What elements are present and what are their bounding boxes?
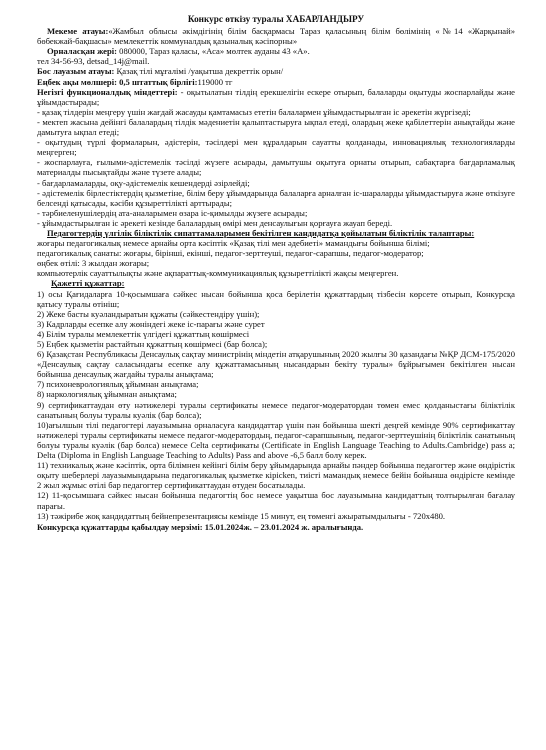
organization-address-label: Орналасқан жері:: [47, 46, 118, 57]
vacancy-title-label: Бос лауазым атауы:: [37, 66, 115, 77]
vacancy-salary-value: 119000 тг: [197, 76, 233, 87]
requirement-item: өңбек өтілі: 3 жылдан жоғары;: [37, 258, 150, 269]
vacancy-salary: [37, 77, 515, 87]
requirement-item: педагогикалық санаты: жоғары, бірінші, екінші, педагог-зерттеуші, педагог-сарапшы, педагог-модератор;: [37, 248, 424, 259]
organization-address-value: 080000, Тараз қаласы, «Аса» мөлтек ауданы 43 «А».: [117, 46, 310, 57]
duties-lead: - оқытылатын тілдің ерекшелігін ескере отырып, балаларды оқытуды жоспарлайды және ұйымдастырады;: [37, 86, 515, 107]
document-item: 9) сертификаттаудан өту нәтижелері туралы сертификаты немесе педагог-модератордан төмен емес қолданыстағы біліктілік санатының болуы туралы куәлік (бар болса);: [37, 399, 515, 420]
vacancy-title-value: Қазақ тілі мұғалімі /уақытша декреттік орын/: [114, 66, 284, 77]
organization-name: [37, 26, 515, 46]
document-item: 6) Қазақстан Республикасы Денсаулық сақтау министрінің міндетін атқарушының 2020 жылғы 30 қазандағы №ҚР ДСМ-175/2020 «Денсаулық сақтау саласындағы есепке алу құжаттамасының нысандарын бекіту туралы» бұйрығымен бекітілген нысан бойынша денсаулық жағдайы туралы анықтама;: [37, 349, 515, 380]
duty-item: - ұйымдастырылған іс әрекеті кезінде балалардың өмірі мен денсаулығын қорғауға жауап береді.: [37, 217, 393, 228]
document-item: 4) Білім туралы мемлекеттік үлгідегі құжаттың көшірмесі: [37, 328, 250, 339]
requirements-heading: Педагогтердің үлгілік біліктілік сипаттамаларымен бекітілген кандидатқа қойылатын біліктілік талаптары:: [47, 227, 475, 238]
organization-name-value: «Жамбыл облысы әкімдігінің білім басқармасы Тараз қаласының білім бөлімінің «№14 «Жарқынай» бөбекжай-бақшасы» мемлекеттік коммуналдық қазыналық кәсіпорны»: [37, 26, 516, 47]
document-item: 5) Еңбек қызметін растайтын құжаттың көшірмесі (бар болса);: [37, 339, 268, 349]
document-item: 1) осы Қағидаларға 10-қосымшаға сәйкес нысан бойынша қоса берілетін құжаттардың тізбесін көрсете отырып, Конкурсқа қатысу туралы өтініш;: [37, 288, 515, 309]
submission-deadline: Конкурсқа құжаттарды қабылдау мерзімі: 15.01.2024ж. – 23.01.2024 ж. аралығында.: [37, 521, 364, 532]
requirement-item: компьютерлік сауаттылықты және ақпараттық-коммуникациялық құзыреттілікті жақсы меңгерген.: [37, 268, 399, 279]
requirements-list: [37, 238, 515, 278]
duty-item: - тәрбиеленушілердің ата-аналарымен өзара іс-қимылды жүзеге асырады;: [37, 207, 308, 218]
organization-name-label: Мекеме атауы:: [47, 26, 109, 37]
duty-item: - бағдарламаларды, оқу-әдістемелік кешендерді әзірлейді;: [37, 177, 250, 188]
duties-list: [37, 107, 515, 228]
organization-contacts: тел 34-56-93, detsad_14j@mail.: [37, 56, 150, 67]
document-item: 7) психоневрологиялық ұйымнан анықтама;: [37, 379, 199, 390]
document-page: [37, 14, 515, 532]
document-item: 13) тәжірибе жоқ кандидаттың бейнепрезентациясы кемінде 15 минут, ең төменгі ажыратымдылығы - 720х480.: [37, 510, 446, 521]
documents-list: [37, 289, 515, 521]
duty-item: - оқытудың түрлі формаларын, әдістерін, тәсілдері мен құралдарын сауатты қолданады, инновациялық технологияларды меңгерген;: [37, 137, 515, 158]
organization-address: [37, 46, 515, 56]
vacancy-title: [37, 66, 515, 76]
requirement-item: жоғары педагогикалық немесе арнайы орта кәсіптік «Қазақ тілі мен әдебиеті» мамандығы бойынша білімі;: [37, 238, 430, 249]
duties-label: Негізгі функционалдық міндеттері:: [37, 86, 178, 97]
document-item: 8) наркологиялық ұйымнан анықтама;: [37, 389, 177, 400]
document-item: 12) 11-қосымшаға сәйкес нысан бойынша педагогтің бос немесе уақытша бос лауазымына кандидаттың толтырылған бағалау парағы.: [37, 490, 515, 511]
document-title: Конкурс өткізу туралы ХАБАРЛАНДЫРУ: [187, 14, 365, 24]
duties-intro: [37, 87, 515, 107]
vacancy-salary-label: Еңбек ақы мөлшері: 0,5 штаттық бірлігі:: [37, 76, 198, 87]
duty-item: - қазақ тілдерін меңгеру үшін жағдай жасауды қамтамасыз ететін балалармен ұйымдастырылған іс әрекетін жүргізеді;: [37, 106, 471, 117]
duty-item: - жоспарлауға, ғылыми-әдістемелік тәсілді жүзеге асырады, дамытушы оқытуға орнаты отырып, сабақтарға бағдарламалық материалды пысықтайды және түзете алады;: [37, 157, 515, 178]
document-item: 11) техникалық және кәсіптік, орта білімнен кейінгі білім беру ұйымдарында арнайы пәндер бойынша педагогтер және өндірістік оқыту шеберлері лауазымындарына педагогикалық қызметке кірісken, тиісті мамандық немесе бейін бойынша өндірісте кемінде 2 жыл жұмыс өтілі бар педагогтер сертификаттаудан өтуден босатылады.: [37, 460, 515, 491]
document-item: 2) Жеке басты куәландыратын құжаты (сәйкестендіру үшін);: [37, 308, 260, 319]
documents-heading: Қажетті құжаттар:: [51, 278, 125, 289]
document-item: 10)ағылшын тілі педагогтері лауазымына орналасуға кандидаттар үшін пән бойынша шекті деңгей кемінде 90% сертификаттау нәтижелері туралы сертификаты немесе педагог-модератордың, педагог-сарапшының, педагог-зерттеушінің біліктілік санатының болуы туралы куәлік (бар болса) немесе Celta сертификаты (Certificate in English Language Teaching to Adults.Cambridge) pass а; Delta (Diploma in English Language Teaching to Adults) Pass and above -6,5 балл болу керек.: [37, 419, 515, 461]
duty-item: - мектеп жасына дейінгі балалардың тілдік мәдениетін қалыптастыруға ықпал етеді, олардың жеке қабілеттерін анықтайды және дамытуға ықпал етеді;: [37, 116, 515, 138]
duty-item: - әдістемелік бірлестіктердің қызметіне, білім беру ұйымдарында балаларға арналған іс-шараларды ұйымдастыруға және өткізуге белсенді қатысады, кәсіби құзыреттілікті арттырады;: [37, 187, 515, 208]
document-item: 3) Кадрларды есепке алу жөніндегі жеке іс-парағы және сурет: [37, 318, 265, 329]
